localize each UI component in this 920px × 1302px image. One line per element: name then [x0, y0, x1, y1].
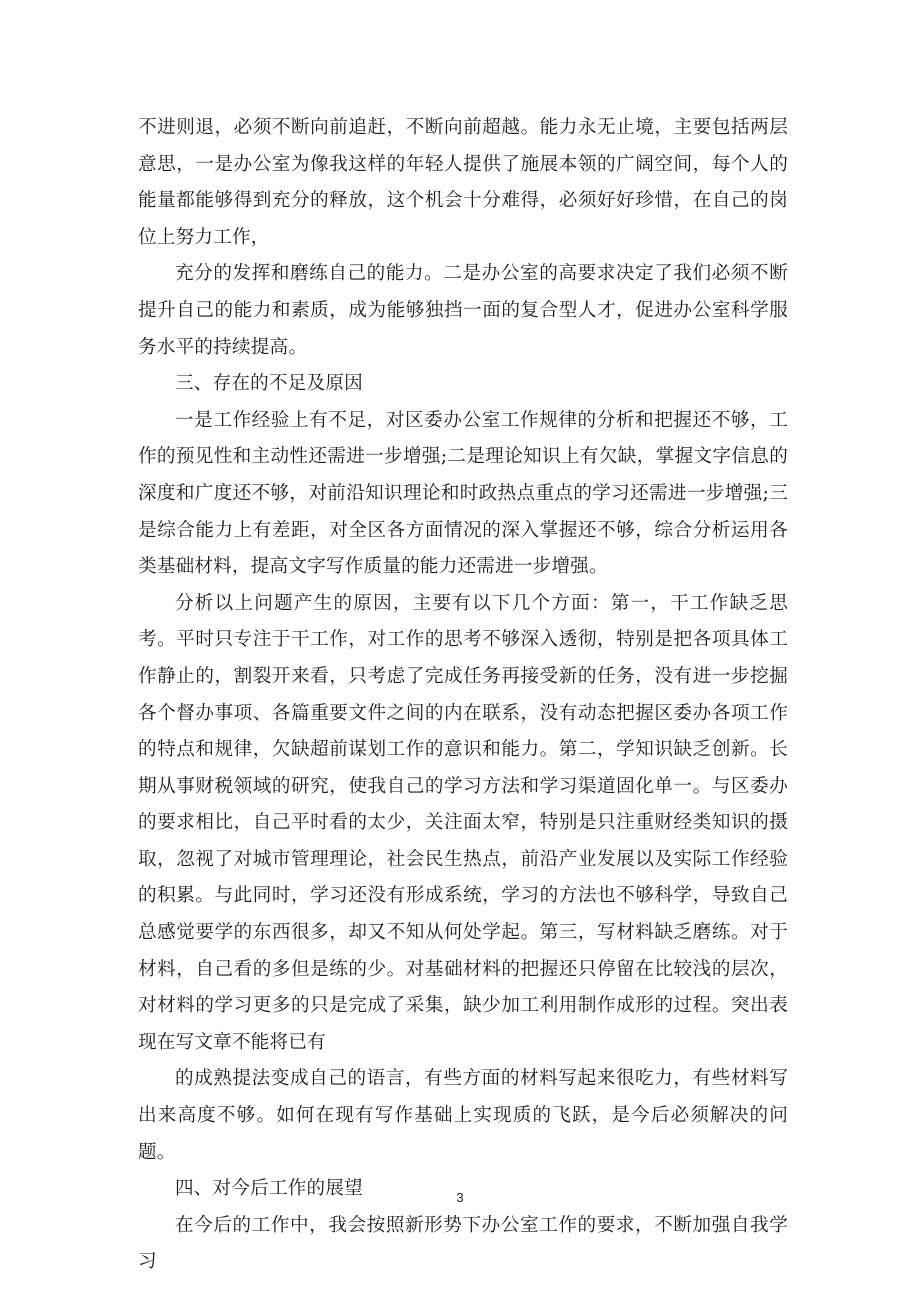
paragraph-1: 不进则退，必须不断向前追赶，不断向前超越。能力永无止境，主要包括两层意思，一是办公室为像我这样的年轻人提供了施展本领的广阔空间，每个人的能量都能够得到充分的释放，这个机会十分难得，必须好好珍惜，在自己的岗位上努力工作，	[138, 117, 788, 248]
page-number: 3	[456, 1190, 464, 1205]
section-heading-4: 四、对今后工作的展望	[175, 1178, 363, 1200]
paragraph-4: 一是工作经验上有不足，对区委办公室工作规律的分析和把握还不够，工作的预见性和主动性还需进一步增强;二是理论知识上有欠缺，掌握文字信息的深度和广度还不够，对前沿知识理论和时政热点重点的学习还需进一步增强;三是综合能力上有差距，对全区各方面情况的深入掌握还不够，综合分析运用各类基础材料，提高文字写作质量的能力还需进一步增强。	[138, 409, 788, 578]
paragraph-2: 充分的发挥和磨练自己的能力。二是办公室的高要求决定了我们必须不断提升自己的能力和素质，成为能够独挡一面的复合型人才，促进办公室科学服务水平的持续提高。	[138, 263, 788, 358]
paragraph-5: 分析以上问题产生的原因，主要有以下几个方面：第一，干工作缺乏思考。平时只专注于干工作，对工作的思考不够深入透彻，特别是把各项具体工作静止的，割裂开来看，只考虑了完成任务再接受新的任务，没有进一步挖掘各个督办事项、各篇重要文件之间的内在联系，没有动态把握区委办各项工作的特点和规律，欠缺超前谋划工作的意识和能力。第二，学知识缺乏创新。长期从事财税领域的研究，使我自己的学习方法和学习渠道固化单一。与区委办的要求相比，自己平时看的太少，关注面太窄，特别是只注重财经类知识的摄取，忽视了对城市管理理论，社会民生热点，前沿产业发展以及实际工作经验的积累。与此同时，学习还没有形成系统，学习的方法也不够科学，导致自己总感觉要学的东西很多，却又不知从何处学起。第三，写材料缺乏磨练。对于材料，自己看的多但是练的少。对基础材料的把握还只停留在比较浅的层次，对材料的学习更多的只是完成了采集，缺少加工利用制作成形的过程。突出表现在写文章不能将已有	[138, 592, 788, 1053]
paragraph-8: 在今后的工作中，我会按照新形势下办公室工作的要求，不断加强自我学习	[138, 1214, 788, 1273]
section-heading-3: 三、存在的不足及原因	[175, 373, 363, 395]
paragraph-6: 的成熟提法变成自己的语言，有些方面的材料写起来很吃力，有些材料写出来高度不够。如何在现有写作基础上实现质的飞跃，是今后必须解决的问题。	[138, 1068, 788, 1163]
document-body	[138, 110, 788, 1281]
